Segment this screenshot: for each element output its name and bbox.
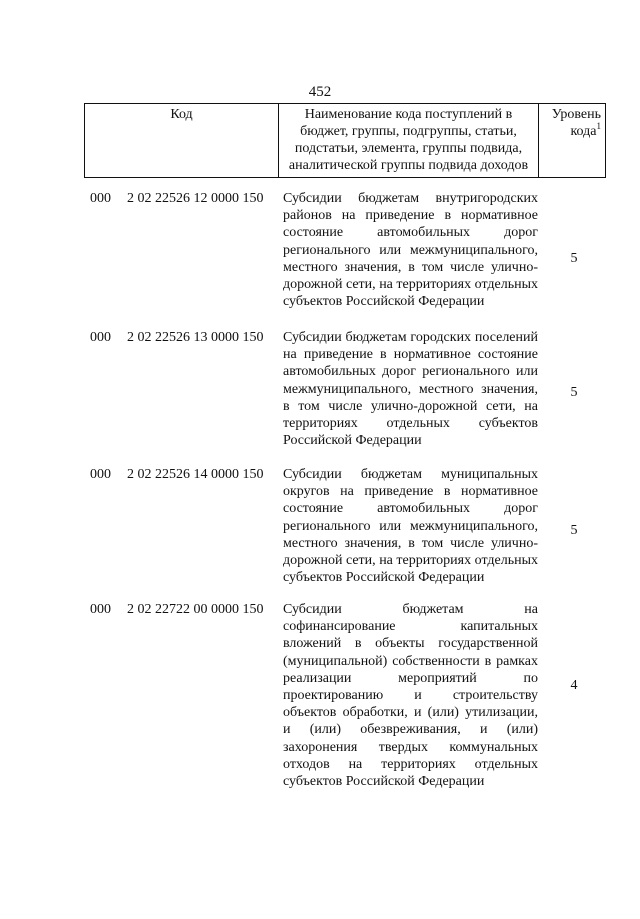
code-level: 4: [570, 678, 578, 693]
admin-code: 000: [90, 330, 111, 345]
revenue-code: 2 02 22526 13 0000 150: [127, 330, 264, 345]
revenue-description: Субсидии бюджетам городских поселений на приведение в нормативное состояние автомобильных дорог регионального или межмуниципального, местного значения, в том числе улично-дорожной сети, на территориях отдельных субъектов Российской Федерации: [283, 330, 538, 449]
page-number: 452: [308, 84, 332, 100]
revenue-description: Субсидии бюджетам внутригородских районов на приведение в нормативное состояние автомобильных дорог регионального или межмуниципального, местного значения, в том числе улично-дорожной сети, на территориях отдельных субъектов Российской Федерации: [283, 191, 538, 310]
header-code-cell: [85, 104, 279, 178]
code-level: 5: [570, 251, 578, 266]
revenue-description: Субсидии бюджетам муниципальных округов на приведение в нормативное состояние автомобильных дорог регионального или межмуниципального, местного значения, в том числе улично-дорожной сети, на территориях отдельных субъектов Российской Федерации: [283, 467, 538, 586]
header-name-label: Наименование кода поступлений в бюджет, группы, подгруппы, статьи, подстатьи, элемента, группы подвида, аналитической группы подвида доходов: [288, 107, 529, 173]
table-header: [84, 103, 606, 178]
admin-code: 000: [90, 191, 111, 206]
revenue-code: 2 02 22526 12 0000 150: [127, 191, 264, 206]
code-level: 5: [570, 523, 578, 538]
header-code-label: Код: [170, 107, 193, 122]
footnote-marker: 1: [596, 121, 601, 131]
header-level-label: Уровень кода: [551, 107, 601, 139]
revenue-code: 2 02 22722 00 0000 150: [127, 602, 264, 617]
revenue-code: 2 02 22526 14 0000 150: [127, 467, 264, 482]
admin-code: 000: [90, 602, 111, 617]
revenue-description: Субсидии бюджетам на софинансирование капитальных вложений в объекты государственной (муниципальной) собственности в рамках реализации мероприятий по проектированию и строительству объектов обработки, и (или) утилизации, и (или) обезвреживания, и (или) захоронения твердых коммунальных отходов на территориях отдельных субъектов Российской Федерации: [283, 602, 538, 790]
admin-code: 000: [90, 467, 111, 482]
table-header-row: [85, 104, 606, 178]
header-level-cell: [539, 104, 606, 178]
header-name-cell: [279, 104, 539, 178]
code-level: 5: [570, 385, 578, 400]
